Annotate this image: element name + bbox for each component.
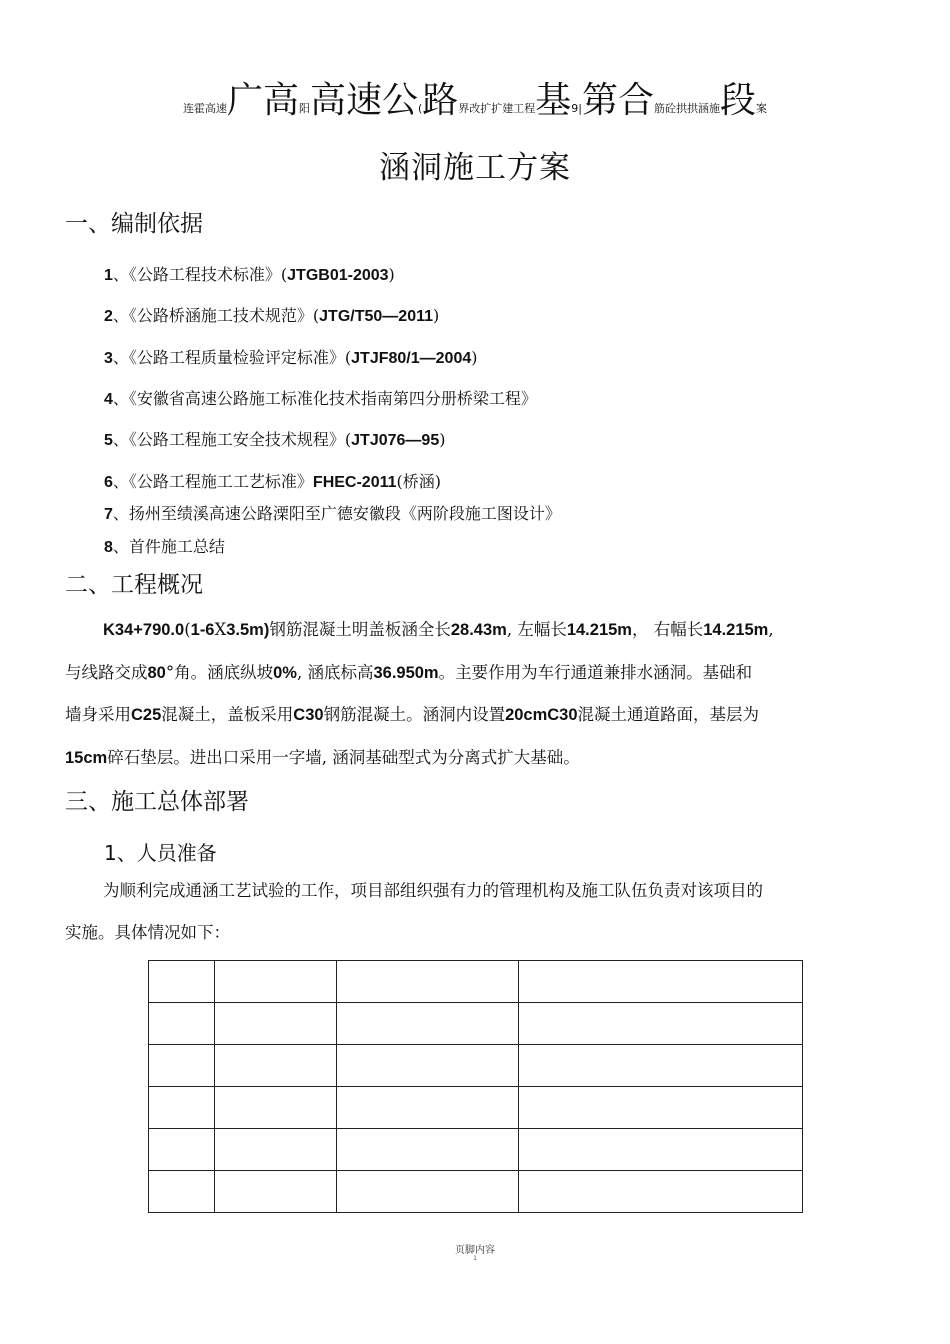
table-cell xyxy=(149,1129,215,1171)
reference-item xyxy=(104,469,441,492)
table-cell xyxy=(215,1129,337,1171)
table-cell xyxy=(337,1087,519,1129)
text-run: 20cmC30 xyxy=(505,706,578,724)
reference-item xyxy=(104,501,561,524)
text-run: 14.215m xyxy=(703,621,769,639)
staff-table xyxy=(148,960,803,1213)
text-run: 墙身采用 xyxy=(65,705,131,724)
reference-item xyxy=(104,303,439,326)
table-cell xyxy=(215,1171,337,1213)
reference-item xyxy=(104,534,225,557)
reference-item xyxy=(104,427,445,450)
reference-item xyxy=(104,386,537,409)
text-run: 3.5m) xyxy=(226,621,270,639)
table-cell xyxy=(337,1045,519,1087)
text-run: 与线路交成 xyxy=(65,662,148,682)
text-run: , 涵底标高 xyxy=(296,662,374,682)
overview-paragraph xyxy=(65,609,877,779)
section-heading-basis: 一、编制依据 xyxy=(65,211,203,237)
reference-item xyxy=(104,262,395,285)
page-footer: 页脚内容 xyxy=(455,1245,495,1256)
text-run: 混凝土，盖板采用 xyxy=(161,705,294,724)
reference-code: JTJ076—95 xyxy=(351,432,440,449)
reference-tail: ) xyxy=(471,348,478,367)
reference-text: 、《公路工程施工安全技术规程》( xyxy=(112,430,352,449)
header-segment: 连霍高速 xyxy=(182,102,227,115)
reference-number: 1 xyxy=(104,267,113,284)
text-run: , xyxy=(768,620,774,639)
header-segment: 基 xyxy=(535,80,572,121)
reference-number: 5 xyxy=(104,432,113,449)
reference-text: 、《公路工程技术标准》( xyxy=(112,265,288,284)
table-cell xyxy=(519,1087,803,1129)
header-segment: 案 xyxy=(756,102,768,115)
text-run: 80 xyxy=(147,663,166,682)
header-segment: 阳 xyxy=(298,102,310,115)
text-run: 。主要作用为车行通道兼排水涵洞。基础和 xyxy=(438,662,753,682)
table-cell xyxy=(149,1003,215,1045)
table-cell xyxy=(337,1003,519,1045)
table-cell xyxy=(519,1003,803,1045)
table-cell xyxy=(149,1171,215,1213)
table-cell xyxy=(149,1045,215,1087)
text-run: C25 xyxy=(131,706,162,724)
table-cell xyxy=(519,1171,803,1213)
text-run: , 左幅长 xyxy=(506,620,567,639)
reference-number: 7 xyxy=(104,506,113,523)
page-break-mask xyxy=(140,1215,820,1235)
text-run: Ⅹ xyxy=(214,620,227,639)
table-cell xyxy=(519,961,803,1003)
reference-code: JTGB01-2003 xyxy=(287,267,389,284)
document-title: 涵洞施工方案 xyxy=(379,150,571,186)
text-run: 混凝土通道路面，基层为 xyxy=(577,705,760,724)
table-row xyxy=(149,1003,803,1045)
subheading-staffing: 1、人员准备 xyxy=(104,841,217,865)
reference-text: 、《安徽省高速公路施工标准化技术指南第四分册桥梁工程》 xyxy=(112,389,537,408)
table-cell xyxy=(149,961,215,1003)
table-cell xyxy=(337,1129,519,1171)
table-row xyxy=(149,961,803,1003)
table-cell xyxy=(149,1087,215,1129)
table-cell xyxy=(337,1171,519,1213)
text-run: 钢筋混凝土。涵洞内设置 xyxy=(323,705,506,724)
reference-tail: (桥涵) xyxy=(396,472,442,491)
reference-tail: ) xyxy=(433,306,440,325)
paragraph-line xyxy=(65,652,877,695)
table-cell xyxy=(215,1045,337,1087)
text-run: 1-6 xyxy=(190,621,215,639)
table-cell xyxy=(519,1129,803,1171)
reference-text: 、首件施工总结 xyxy=(112,537,225,556)
paragraph-line xyxy=(65,737,877,780)
text-run: 28.43m xyxy=(450,621,507,639)
text-run: ， 右幅长 xyxy=(631,620,704,639)
text-run: °角。涵底纵坡 xyxy=(165,662,274,682)
table-cell xyxy=(215,1087,337,1129)
reference-tail: ) xyxy=(388,265,395,284)
header-segment: 9| xyxy=(571,102,583,115)
section-heading-overview: 二、工程概况 xyxy=(65,572,203,598)
table-row xyxy=(149,1045,803,1087)
reference-number: 3 xyxy=(104,350,113,367)
header-segment: 筋砼拱拱涵施 xyxy=(654,102,721,115)
table-row xyxy=(149,1171,803,1213)
text-run: 15cm xyxy=(65,748,108,767)
reference-code: JTJF80/1—2004 xyxy=(351,350,472,367)
reference-number: 2 xyxy=(104,308,113,325)
text-run: ( xyxy=(184,620,191,639)
reference-text: 、扬州至绩溪高速公路溧阳至广德安徽段《两阶段施工图设计》 xyxy=(112,504,561,523)
table-cell xyxy=(215,1003,337,1045)
page-number: 1 xyxy=(473,1255,477,1262)
reference-number: 4 xyxy=(104,391,113,408)
reference-code: JTG/T50—2011 xyxy=(319,308,433,325)
reference-tail: ) xyxy=(439,430,446,449)
section-heading-deployment: 三、施工总体部署 xyxy=(65,789,249,815)
header-segment: 段 xyxy=(720,80,757,121)
text-run: 0% xyxy=(273,663,297,682)
reference-code: FHEC-2011 xyxy=(312,474,397,491)
header-segment: 广高 xyxy=(226,80,299,121)
header-title-line xyxy=(0,72,950,122)
table-row xyxy=(149,1129,803,1171)
reference-text: 、《公路工程施工工艺标准》 xyxy=(112,472,313,491)
table-cell xyxy=(215,961,337,1003)
table-row xyxy=(149,1087,803,1129)
header-segment: 界 xyxy=(458,102,470,115)
table-cell xyxy=(519,1045,803,1087)
header-segment: 改扩扩建工程 xyxy=(469,102,536,115)
header-segment: 高速公 xyxy=(309,80,418,121)
staffing-paragraph xyxy=(65,870,877,953)
reference-text: 、《公路工程质量检验评定标准》( xyxy=(112,348,352,367)
reference-number: 8 xyxy=(104,539,113,556)
paragraph-line: 为顺利完成通涵工艺试验的工作，项目部组织强有力的管理机构及施工队伍负责对该项目的 xyxy=(103,881,763,900)
paragraph-line: 实施。具体情况如下： xyxy=(65,922,230,942)
paragraph-line xyxy=(65,609,877,652)
header-segment: 第合 xyxy=(582,80,655,121)
table-cell xyxy=(337,961,519,1003)
reference-item xyxy=(104,345,477,368)
header-segment: ( xyxy=(417,102,423,115)
text-run: 14.215m xyxy=(566,621,632,639)
text-run: 碎石垫层。进出口采用一字墙, 涵洞基础型式为分离式扩大基础。 xyxy=(107,747,580,767)
text-run: K34+790.0 xyxy=(103,621,185,639)
text-run: 钢筋混凝土明盖板涵全长 xyxy=(269,620,451,639)
text-run: C30 xyxy=(293,706,324,724)
reference-text: 、《公路桥涵施工技术规范》( xyxy=(112,306,320,325)
reference-number: 6 xyxy=(104,474,113,491)
header-segment: 路 xyxy=(422,80,459,121)
text-run: 36.950m xyxy=(373,663,439,682)
paragraph-line xyxy=(65,694,877,737)
